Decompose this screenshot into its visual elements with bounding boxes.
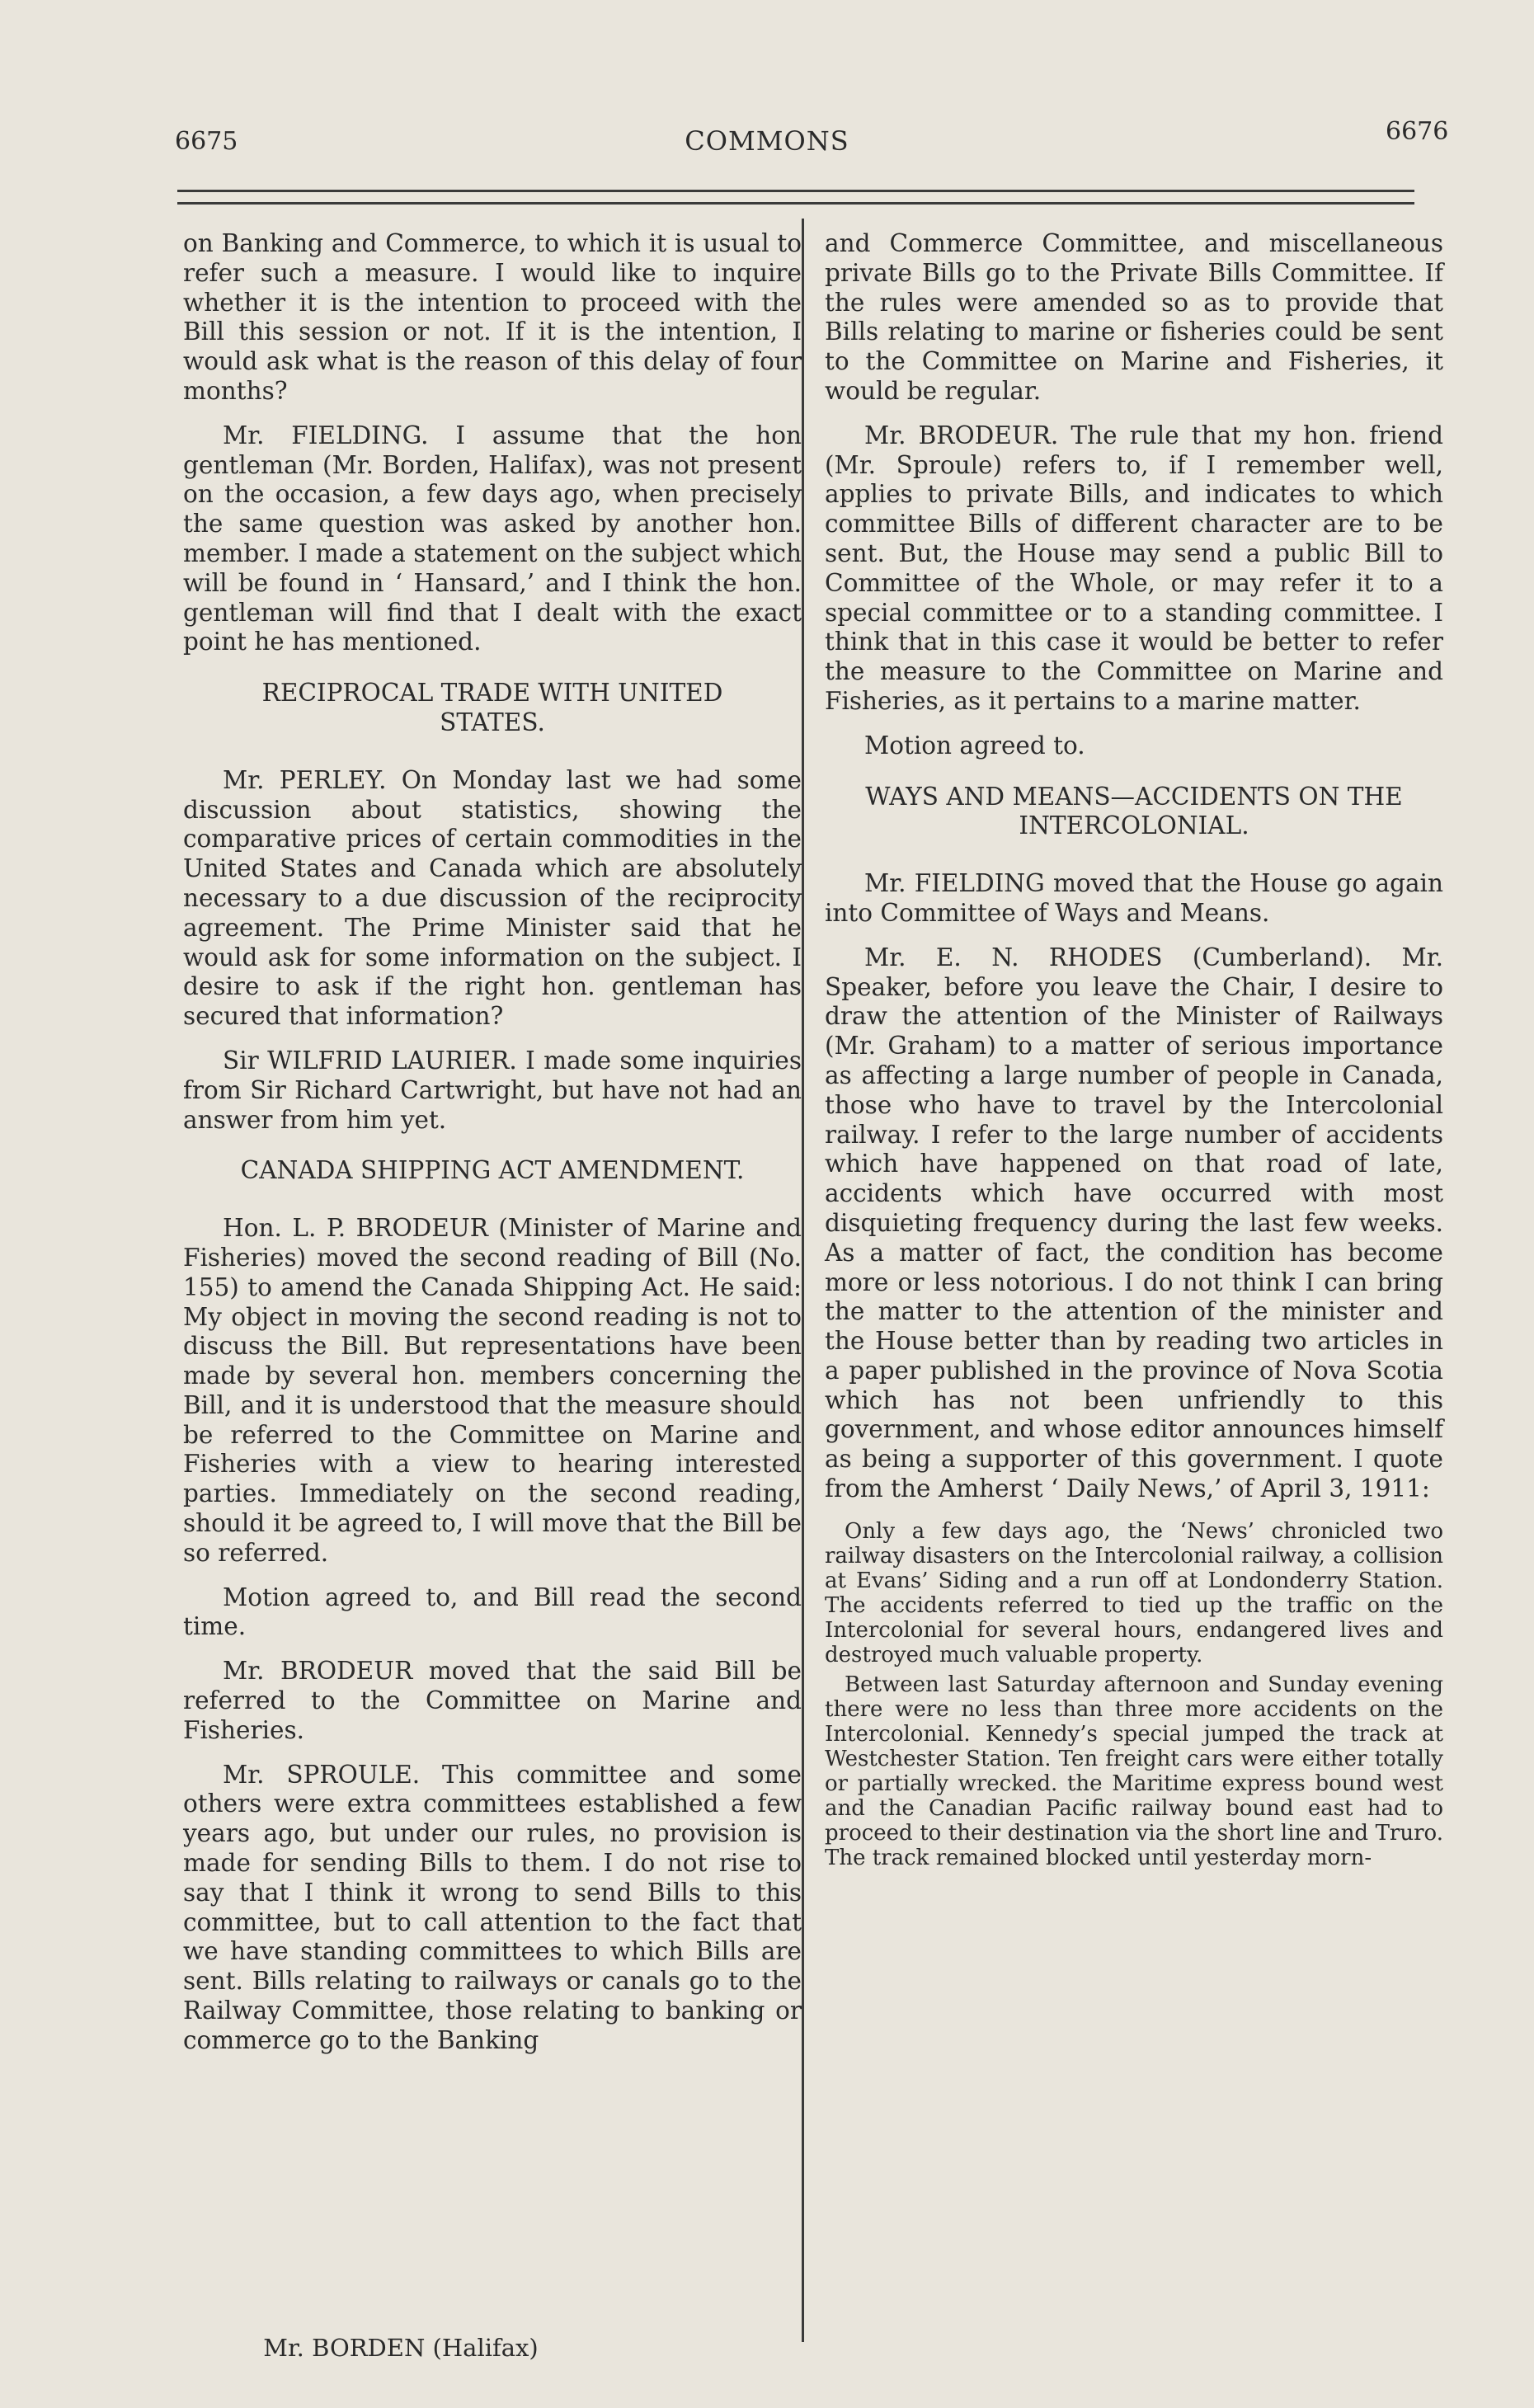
header-rule-top [177,190,1414,192]
running-title: COMMONS [685,125,849,157]
paragraph: Motion agreed to. [864,731,1085,760]
page-header [0,115,1534,173]
section-heading: WAYS AND MEANS—ACCIDENTS ON THE INTERCOLONIAL. [865,782,1403,840]
section-heading: RECIPROCAL TRADE WITH UNITED STATES. [261,679,723,736]
paragraph: Mr. FIELDING moved that the House go again into Committee of Ways and Means. [825,869,1443,927]
left-column [183,229,802,2071]
quote-paragraph: Between last Saturday afternoon and Sunday evening there were no less than three more accidents on the Intercolonial. Kennedy’s special jumped the track at Westchester Station. Ten freight cars were either totally or partially wrecked. the Maritime express bound west and the Canadian Pacific railway bound east had to proceed to their destination via the short line and Truro. The track remained blocked until yesterday morn- [825,1672,1443,1870]
left-page-number: 6675 [175,127,238,156]
quote-paragraph: Only a few days ago, the ‘News’ chronicled two railway disasters on the Intercolonial railway, a collision at Evans’ Siding and a run off at Londonderry Station. The accidents referred to tied up the traffic on the Intercolonial for several hours, endangered lives and destroyed much valuable property. [825,1518,1443,1667]
paragraph: Mr. E. N. RHODES (Cumberland). Mr. Speaker, before you leave the Chair, I desire to draw the attention of the Minister of Railways (Mr. Graham) to a matter of serious importance as affecting a large number of people in Canada, those who have to travel by the Intercolonial railway. I refer to the large number of accidents which have happened on that road of late, accidents which have occurred with most disquieting frequency during the last few weeks. As a matter of fact, the condition has become more or less notorious. I do not think I can bring the matter to the attention of the minister and the House better than by reading two articles in a paper published in the province of Nova Scotia which has not been unfriendly to this government, and whose editor announces himself as being a supporter of this government. I quote from the Amherst ‘ Daily News,’ of April 3, 1911: [825,943,1443,1503]
paragraph: Sir WILFRID LAURIER. I made some inquiries from Sir Richard Cartwright, but have not had an answer from him yet. [183,1046,802,1134]
paragraph: Mr. FIELDING. I assume that the hon gentleman (Mr. Borden, Halifax), was not present on the occasion, a few days ago, when precisely the same question was asked by another hon. member. I made a statement on the subject which will be found in ‘ Hansard,’ and I think the hon. gentleman will find that I dealt with the exact point he has mentioned. [183,421,802,656]
header-rule-bottom [177,202,1414,205]
paragraph: Motion agreed to, and Bill read the second time. [183,1583,802,1641]
paragraph: Mr. BRODEUR. The rule that my hon. friend (Mr. Sproule) refers to, if I remember well, applies to private Bills, and indicates to which committee Bills of different character are to be sent. But, the House may send a public Bill to Committee of the Whole, or may refer it to a special committee or to a standing committee. I think that in this case it would be better to refer the measure to the Committee on Marine and Fisheries, as it pertains to a marine matter. [825,421,1443,715]
right-column [825,229,1443,1875]
paragraph: on Banking and Commerce, to which it is usual to refer such a measure. I would like to inquire whether it is the intention to proceed with the Bill this session or not. If it is the intention, I would ask what is the reason of this delay of four months? [183,229,802,405]
paragraph: and Commerce Committee, and miscellaneous private Bills go to the Private Bills Committee. If the rules were amended so as to provide that Bills relating to marine or fisheries could be sent to the Committee on Marine and Fisheries, it would be regular. [825,229,1443,405]
paragraph: Mr. PERLEY. On Monday last we had some discussion about statistics, showing the comparative prices of certain commodities in the United States and Canada which are absolutely necessary to a due discussion of the reciprocity agreement. The Prime Minister said that he would ask for some information on the subject. I desire to ask if the right hon. gentleman has secured that information? [183,765,802,1031]
section-heading: CANADA SHIPPING ACT AMENDMENT. [240,1156,745,1185]
paragraph: Mr. BRODEUR moved that the said Bill be referred to the Committee on Marine and Fisheries. [183,1657,802,1744]
column-divider [802,219,804,2342]
quoted-article [825,1519,1443,1870]
paragraph: Hon. L. P. BRODEUR (Minister of Marine and Fisheries) moved the second reading of Bill (No. 155) to amend the Canada Shipping Act. He said: My object in moving the second reading is not to discuss the Bill. But representations have been made by several hon. members concerning the Bill, and it is understood that the measure should be referred to the Committee on Marine and Fisheries with a view to hearing interested parties. Immediately on the second reading, should it be agreed to, I will move that the Bill be so referred. [183,1214,802,1567]
right-page-number: 6676 [1386,117,1449,146]
paragraph: Mr. SPROULE. This committee and some others were extra committees established a few years ago, but under our rules, no provision is made for sending Bills to them. I do not rise to say that I think it wrong to send Bills to this committee, but to call attention to the fact that we have standing committees to which Bills are sent. Bills relating to railways or canals go to the Railway Committee, those relating to banking or commerce go to the Banking [183,1760,802,2054]
speaker-catchword: Mr. BORDEN (Halifax) [263,2334,539,2362]
